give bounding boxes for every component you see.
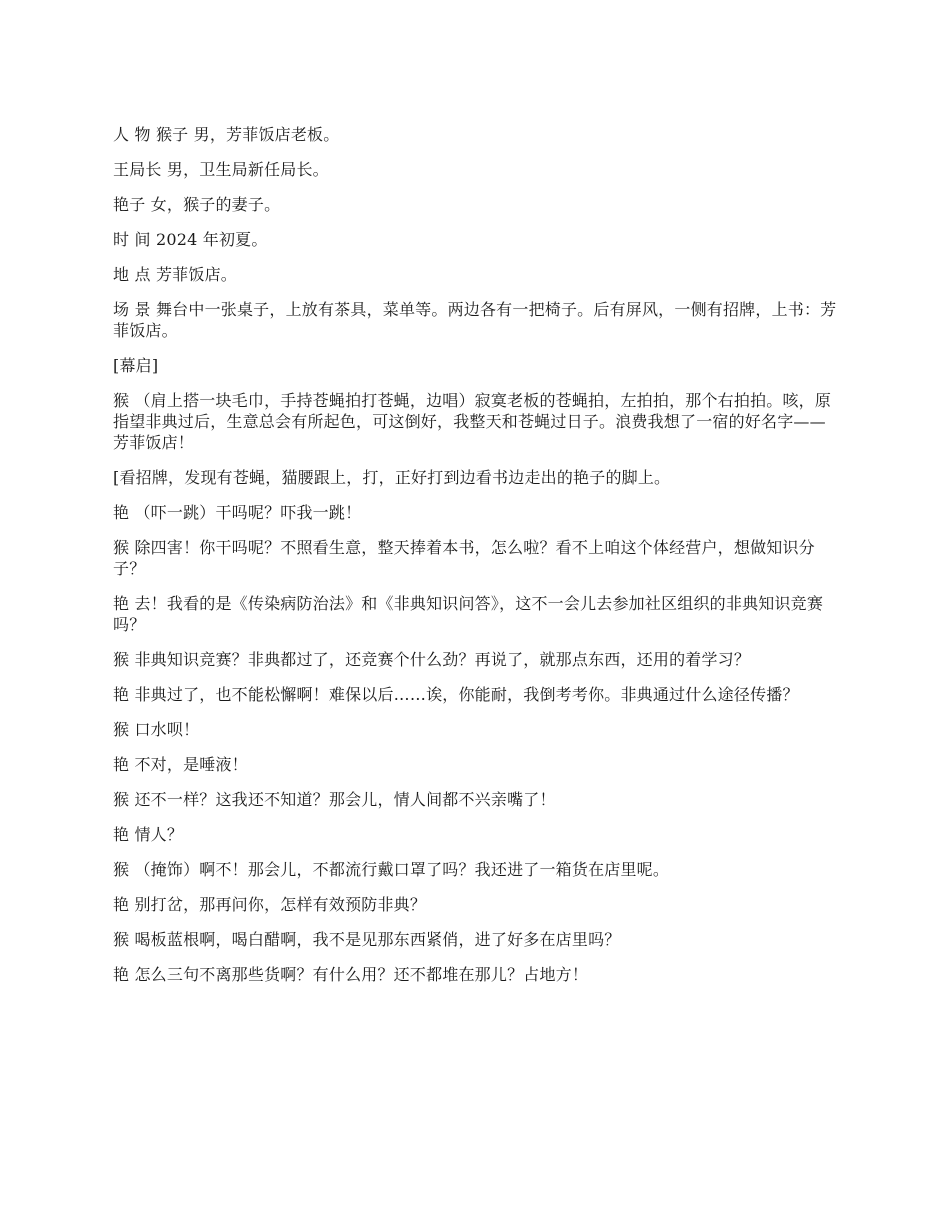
scene-description: 场 景 舞台中一张桌子，上放有茶具，菜单等。两边各有一把椅子。后有屏风，一侧有招牌，上书：芳菲饭店。: [113, 300, 837, 340]
dialogue-line: 猴 口水呗！: [113, 720, 200, 739]
cast-monkey: 人 物 猴子 男，芳菲饭店老板。: [113, 125, 340, 144]
dialogue-line: 猴 还不一样？这我还不知道？那会儿，情人间都不兴亲嘴了！: [113, 790, 556, 809]
dialogue-line: 猴 喝板蓝根啊，喝白醋啊，我不是见那东西紧俏，进了好多在店里吗？: [113, 930, 621, 949]
time-line: 时 间 2024 年初夏。: [113, 230, 268, 249]
stage-direction: [看招牌，发现有苍蝇，猫腰跟上，打，正好打到边看书边走出的艳子的脚上。: [113, 468, 671, 487]
place-line: 地 点 芳菲饭店。: [113, 265, 237, 284]
dialogue-line: 艳 情人？: [113, 825, 184, 844]
dialogue-line: 猴 非典知识竞赛？非典都过了，还竞赛个什么劲？再说了，就那点东西，还用的着学习？: [113, 650, 751, 669]
dialogue-line: 艳 别打岔，那再问你，怎样有效预防非典？: [113, 895, 427, 914]
cast-director-wang: 王局长 男，卫生局新任局长。: [113, 160, 329, 179]
dialogue-line: 艳 非典过了，也不能松懈啊！难保以后……诶，你能耐，我倒考考你。非典通过什么途径传播？: [113, 685, 799, 704]
dialogue-line: 猴 （掩饰）啊不！那会儿，不都流行戴口罩了吗？我还进了一箱货在店里呢。: [113, 860, 670, 879]
dialogue-line: 艳 （吓一跳）干吗呢？吓我一跳！: [113, 503, 362, 522]
dialogue-line: 猴 除四害！你干吗呢？不照看生意，整天捧着本书，怎么啦？看不上咱这个体经营户，想做知识分子？: [113, 538, 815, 578]
dialogue-line: 艳 去！我看的是《传染病防治法》和《非典知识问答》，这不一会儿去参加社区组织的非典知识竞赛吗？: [113, 594, 824, 634]
script-body: [113, 124, 837, 999]
dialogue-line: 猴 （肩上搭一块毛巾，手持苍蝇拍打苍蝇，边唱）寂寞老板的苍蝇拍，左拍拍，那个右拍拍。咳，原指望非典过后，生意总会有所起色，可这倒好，我整天和苍蝇过日子。浪费我想了一宿的好名字——芳菲饭店！: [113, 391, 832, 452]
dialogue-line: 艳 不对，是唾液！: [113, 755, 248, 774]
curtain-rises: [幕启]: [113, 356, 159, 375]
dialogue-line: 艳 怎么三句不离那些货啊？有什么用？还不都堆在那儿？占地方！: [113, 965, 589, 984]
cast-yanzi: 艳子 女，猴子的妻子。: [113, 195, 281, 214]
